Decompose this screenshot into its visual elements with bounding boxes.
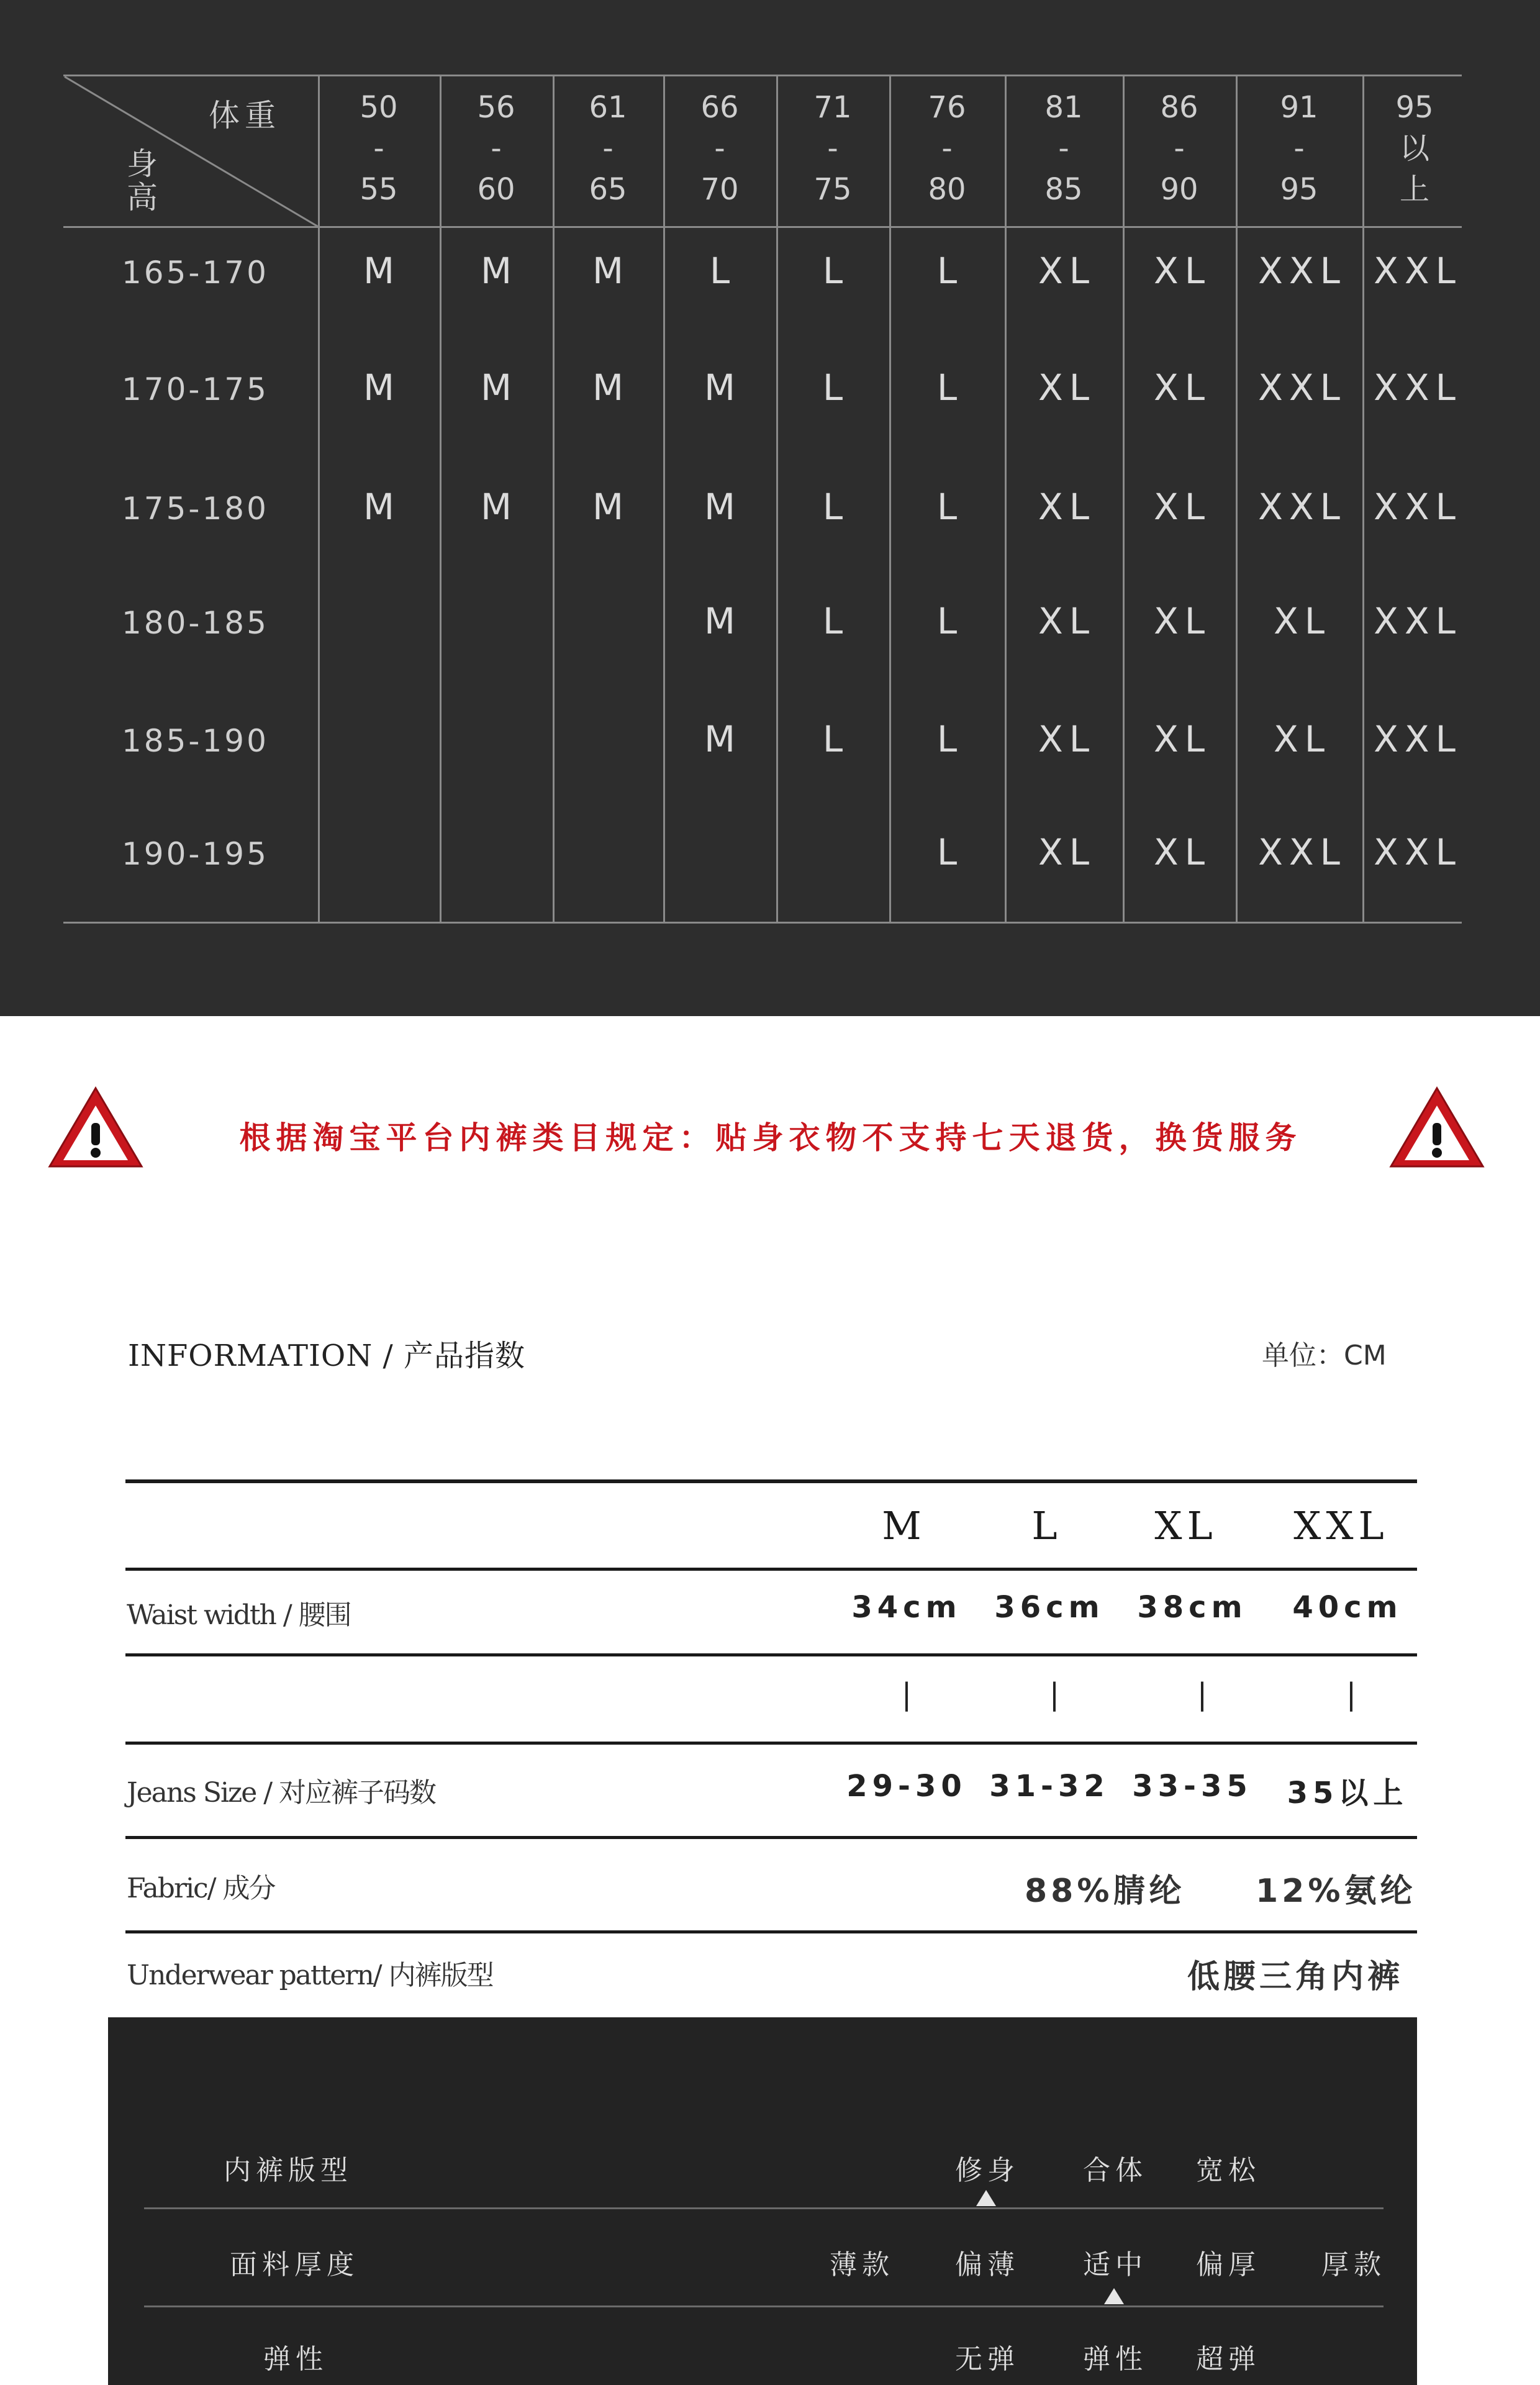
weight-range-part: 71 — [813, 90, 852, 125]
weight-range-part: 85 — [1044, 172, 1083, 207]
size-header-xl: XL — [1154, 1503, 1218, 1548]
weight-range-part: 70 — [700, 172, 739, 207]
attr-option: 偏厚 — [1196, 2249, 1261, 2281]
weight-range-part: 50 — [360, 90, 398, 125]
size-cell: L — [936, 600, 964, 642]
underwear-pattern-label: Underwear pattern/ 内裤版型 — [127, 1960, 493, 1991]
size-cell: L — [709, 250, 736, 292]
separator-mark: | — [1197, 1677, 1208, 1712]
info-rule — [125, 1568, 1417, 1571]
attr-option: 合体 — [1083, 2155, 1148, 2186]
unit-label: 单位：CM — [1262, 1340, 1387, 1371]
weight-range-part: - — [941, 131, 953, 166]
size-cell: XXL — [1258, 831, 1346, 873]
size-cell: XL — [1038, 250, 1096, 292]
underwear-pattern-value: 低腰三角内裤 — [1187, 1958, 1404, 1996]
separator-mark: | — [1346, 1677, 1357, 1712]
separator-mark: | — [901, 1677, 912, 1712]
size-cell: L — [822, 486, 849, 528]
height-row-label: 165-170 — [122, 255, 269, 291]
fabric-value: 88%腈纶 — [1025, 1873, 1185, 1910]
weight-range-part: 56 — [477, 90, 515, 125]
size-cell: XL — [1153, 250, 1212, 292]
size-cell: L — [936, 250, 964, 292]
attr-option: 无弹 — [955, 2343, 1020, 2375]
size-cell: M — [704, 366, 742, 409]
size-cell: XL — [1273, 600, 1331, 642]
size-cell: XL — [1038, 600, 1096, 642]
weight-range-part: - — [714, 131, 725, 166]
size-cell: XL — [1153, 486, 1212, 528]
size-cell: XXL — [1374, 250, 1462, 292]
size-cell: M — [363, 250, 401, 292]
size-cell: XL — [1153, 718, 1212, 760]
attr-label-fit: 内裤版型 — [224, 2155, 353, 2186]
attr-divider — [144, 2306, 1384, 2307]
waist-value: 40cm — [1292, 1590, 1403, 1625]
height-row-label: 180-185 — [122, 605, 269, 641]
info-rule — [125, 1930, 1417, 1933]
jeans-size-value: 33-35 — [1132, 1769, 1252, 1804]
warning-triangle-icon — [1387, 1084, 1487, 1171]
selected-marker — [976, 2190, 996, 2206]
weight-range-part: 61 — [589, 90, 627, 125]
size-cell: M — [592, 250, 630, 292]
size-cell: XXL — [1374, 718, 1462, 760]
waist-value: 36cm — [994, 1590, 1105, 1625]
weight-column-header — [1142, 87, 1216, 210]
chart-top-rule — [63, 75, 1462, 76]
header-diagonal-line — [64, 76, 319, 228]
weight-range-part: 55 — [360, 172, 398, 207]
info-rule — [125, 1836, 1417, 1839]
size-cell: XXL — [1258, 486, 1346, 528]
size-header-l: L — [1031, 1503, 1062, 1548]
jeans-size-label: Jeans Size / 对应裤子码数 — [127, 1777, 436, 1809]
weight-column-header — [459, 87, 533, 210]
info-rule — [125, 1479, 1417, 1483]
weight-range-part: - — [602, 131, 614, 166]
weight-range-part: 75 — [813, 172, 852, 207]
height-row-label: 170-175 — [122, 371, 269, 407]
size-cell: XXL — [1374, 366, 1462, 409]
warning-triangle-icon — [46, 1084, 145, 1171]
size-cell: XL — [1153, 366, 1212, 409]
weight-column-header — [1026, 87, 1101, 210]
size-cell: XXL — [1374, 831, 1462, 873]
jeans-size-value: 29-30 — [846, 1769, 967, 1804]
weight-range-part: 66 — [700, 90, 739, 125]
waist-width-label: Waist width / 腰围 — [127, 1599, 351, 1631]
attr-option: 适中 — [1083, 2249, 1148, 2281]
weight-range-part: 95 — [1395, 90, 1434, 125]
waist-value: 34cm — [851, 1590, 962, 1625]
height-row-label: 175-180 — [122, 491, 269, 527]
weight-range-part: 76 — [928, 90, 966, 125]
size-cell: M — [704, 600, 742, 642]
size-cell: L — [936, 718, 964, 760]
info-rule — [125, 1653, 1417, 1656]
weight-range-part: 80 — [928, 172, 966, 207]
size-cell: XL — [1273, 718, 1331, 760]
jeans-size-value: 31-32 — [989, 1769, 1110, 1804]
attr-option: 弹性 — [1083, 2343, 1148, 2375]
attr-option: 宽松 — [1196, 2155, 1261, 2186]
size-cell: L — [822, 718, 849, 760]
weight-range-part: - — [491, 131, 502, 166]
weight-column-header — [910, 87, 984, 210]
weight-range-part: - — [1174, 131, 1185, 166]
size-cell: L — [822, 600, 849, 642]
height-row-label: 190-195 — [122, 836, 269, 872]
chart-bottom-rule — [63, 922, 1462, 924]
return-policy-warning: 根据淘宝平台内裤类目规定：贴身衣物不支持七天退货，换货服务 — [239, 1120, 1302, 1156]
attr-option: 薄款 — [830, 2249, 894, 2281]
selected-marker — [1104, 2288, 1124, 2304]
size-cell: M — [592, 366, 630, 409]
size-cell: XXL — [1258, 366, 1346, 409]
weight-column-header — [1262, 87, 1336, 210]
jeans-size-value: 35以上 — [1287, 1776, 1408, 1810]
info-rule — [125, 1742, 1417, 1745]
size-cell: L — [822, 366, 849, 409]
weight-column-header — [1377, 87, 1452, 210]
weight-range-part: 上 — [1399, 172, 1429, 207]
attr-option: 厚款 — [1321, 2249, 1386, 2281]
size-cell: M — [363, 486, 401, 528]
size-cell: M — [704, 486, 742, 528]
waist-value: 38cm — [1137, 1590, 1248, 1625]
fabric-value: 12%氨纶 — [1256, 1873, 1416, 1910]
size-cell: XXL — [1374, 486, 1462, 528]
weight-range-part: - — [1058, 131, 1069, 166]
weight-column-header — [795, 87, 870, 210]
height-axis-label-top: 身 — [127, 146, 158, 182]
weight-column-header — [682, 87, 757, 210]
weight-range-part: 91 — [1280, 90, 1318, 125]
height-axis-label-bottom: 高 — [127, 179, 158, 216]
size-cell: M — [480, 366, 519, 409]
size-cell: M — [592, 486, 630, 528]
attr-option: 超弹 — [1196, 2343, 1261, 2375]
size-cell: L — [936, 366, 964, 409]
height-row-label: 185-190 — [122, 723, 269, 759]
weight-range-part: 95 — [1280, 172, 1318, 207]
size-cell: XL — [1153, 600, 1212, 642]
weight-range-part: - — [373, 131, 384, 166]
weight-axis-label: 体重 — [209, 98, 281, 134]
weight-range-part: 65 — [589, 172, 627, 207]
size-cell: XL — [1038, 366, 1096, 409]
size-cell: XL — [1038, 831, 1096, 873]
weight-range-part: 90 — [1160, 172, 1198, 207]
size-cell: L — [822, 250, 849, 292]
attribute-panel — [108, 2017, 1417, 2385]
size-chart-section — [0, 0, 1540, 1016]
size-cell: XL — [1038, 718, 1096, 760]
weight-range-part: - — [1293, 131, 1305, 166]
attr-option: 偏薄 — [955, 2249, 1020, 2281]
weight-range-part: 以 — [1399, 131, 1429, 166]
size-cell: XXL — [1258, 250, 1346, 292]
weight-range-part: 60 — [477, 172, 515, 207]
chart-header-rule — [63, 226, 1462, 228]
information-title: INFORMATION / 产品指数 — [128, 1338, 525, 1373]
size-cell: XXL — [1374, 600, 1462, 642]
size-header-xxl: XXL — [1293, 1503, 1389, 1548]
weight-column-header — [342, 87, 416, 210]
separator-mark: | — [1049, 1677, 1060, 1712]
size-cell: M — [363, 366, 401, 409]
weight-column-header — [571, 87, 645, 210]
size-cell: L — [936, 486, 964, 528]
weight-range-part: 81 — [1044, 90, 1083, 125]
attr-divider — [144, 2207, 1384, 2209]
size-header-m: M — [882, 1503, 926, 1548]
size-cell: M — [704, 718, 742, 760]
size-cell: L — [936, 831, 964, 873]
attr-label-elasticity: 弹性 — [263, 2343, 328, 2375]
attr-label-thickness: 面料厚度 — [230, 2249, 359, 2281]
weight-range-part: - — [827, 131, 838, 166]
fabric-label: Fabric/ 成分 — [127, 1873, 275, 1904]
size-cell: M — [480, 486, 519, 528]
size-cell: M — [480, 250, 519, 292]
weight-range-part: 86 — [1160, 90, 1198, 125]
size-cell: XL — [1153, 831, 1212, 873]
size-cell: XL — [1038, 486, 1096, 528]
attr-option: 修身 — [955, 2155, 1020, 2186]
